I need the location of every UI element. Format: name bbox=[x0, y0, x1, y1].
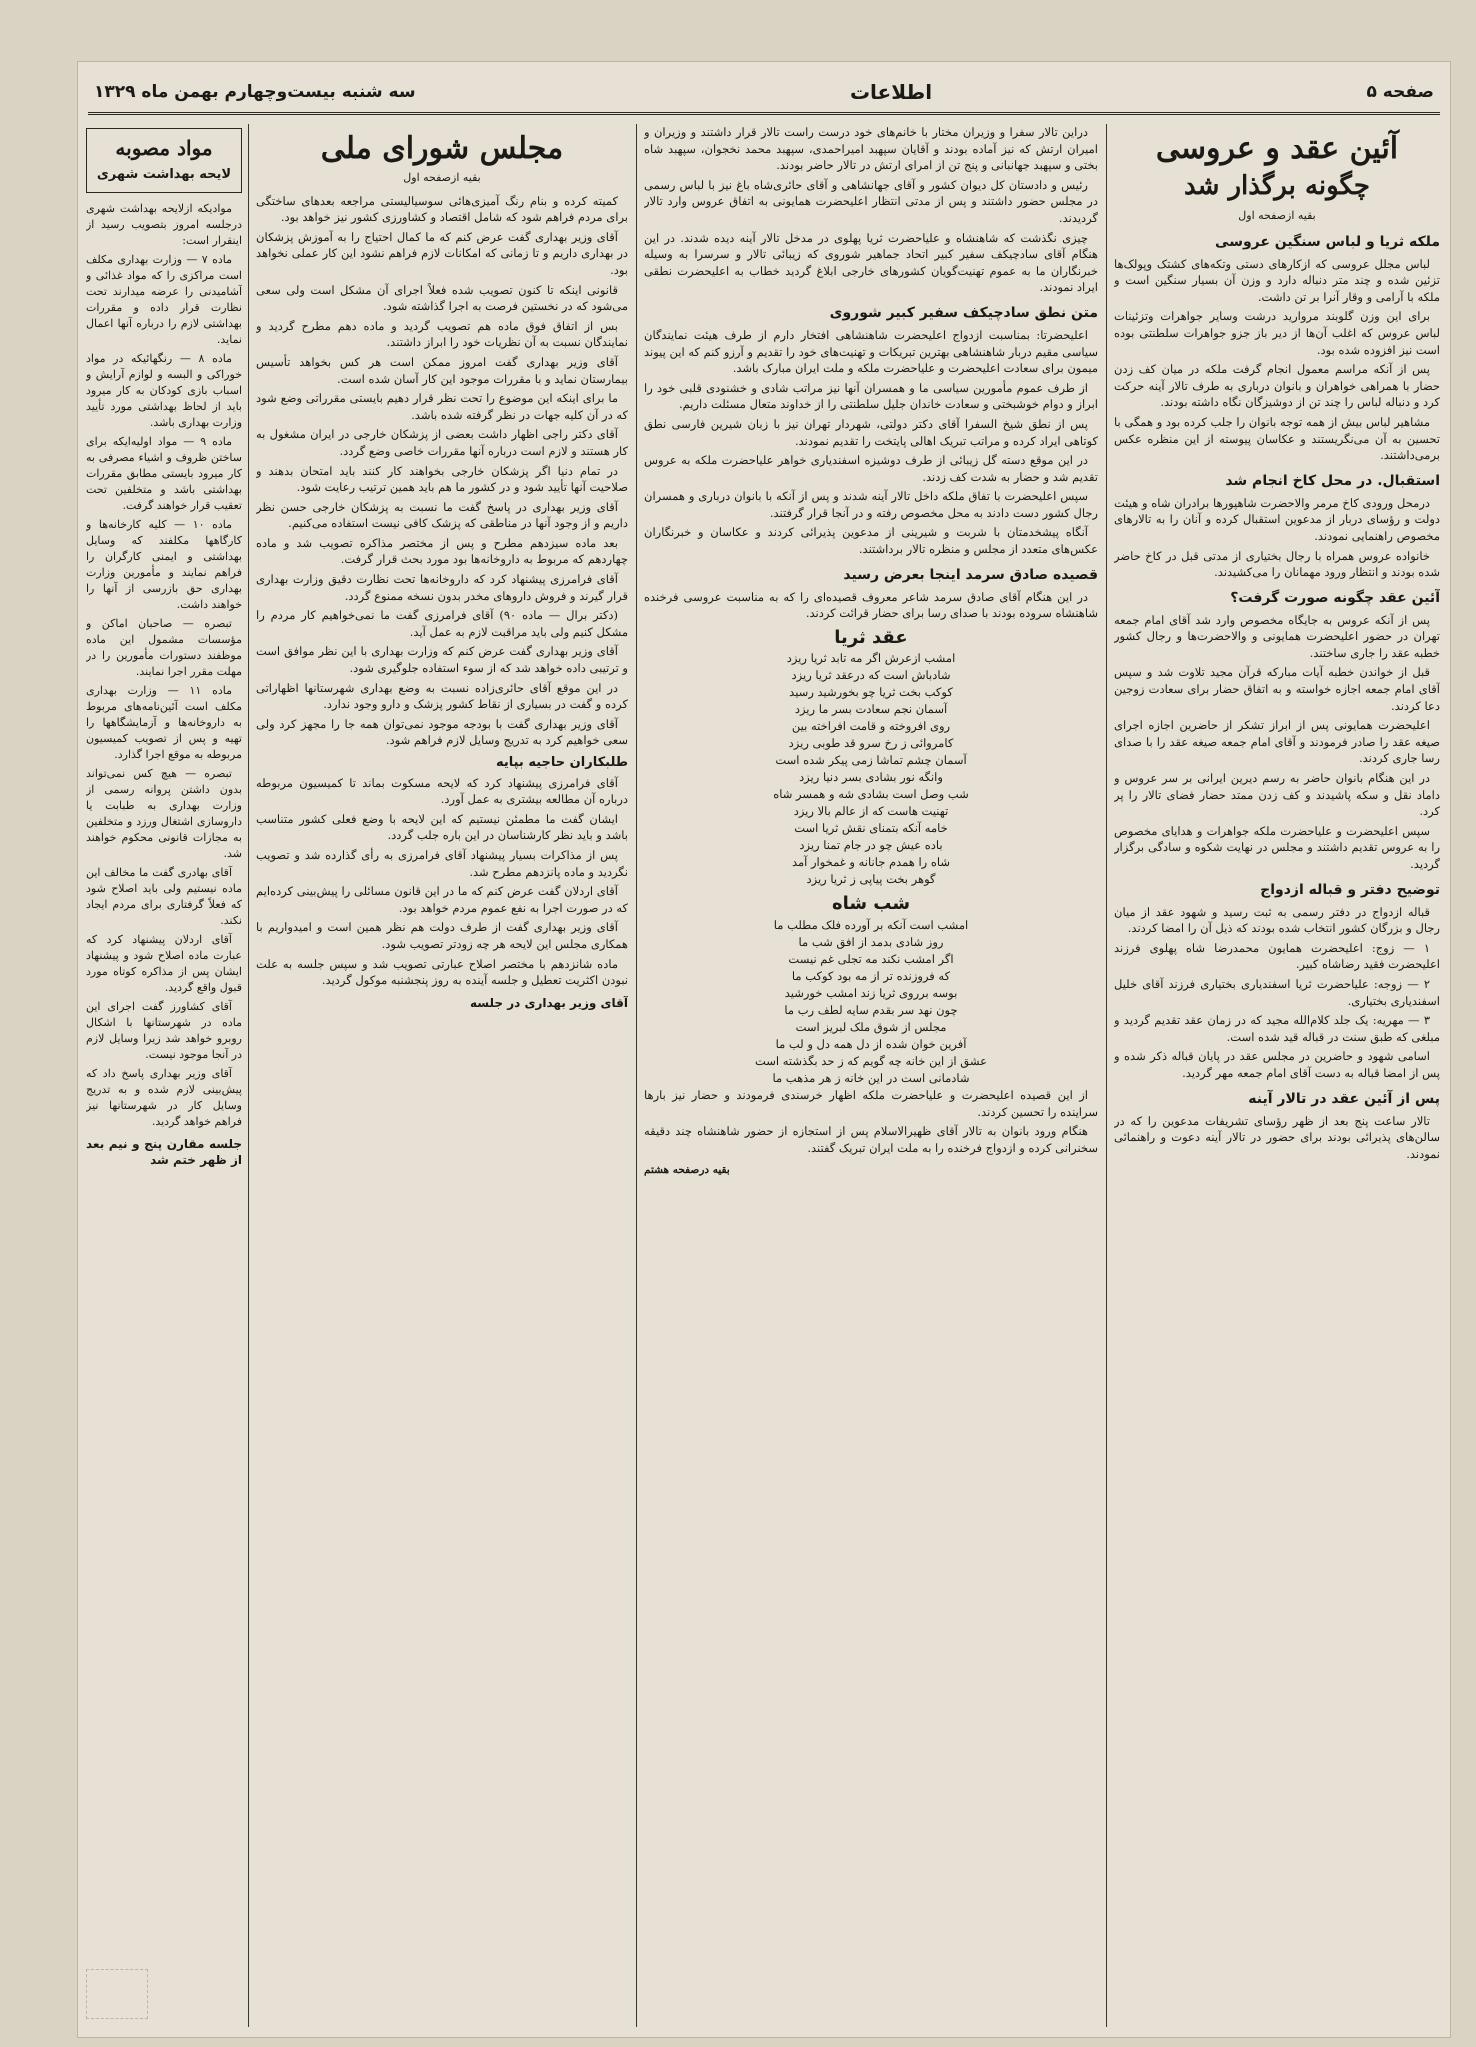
continued-on: بقیه درصفحه هشتم bbox=[644, 1164, 730, 1177]
paragraph: آقای دکتر راجی اظهار داشت بعضی از پزشکان خارجی در ایران مشغول به کار هستند و لازم است درباره آنها مقررات خاصی وضع گردد. bbox=[256, 427, 628, 458]
poem bbox=[644, 650, 1098, 888]
poem-line: امشب ازعرش اگر مه تابد ثریا ریزد bbox=[786, 651, 956, 666]
page-number: صفحه ۵ bbox=[1366, 82, 1434, 102]
poem-line: کامروائی ز رخ سرو قد طوبی ریزد bbox=[788, 736, 954, 751]
paragraph: آقای کشاورز گفت اجرای این ماده در شهرستانها با اشکال روبرو خواهد شد زیرا وسایل لازم در آنجا موجود نیست. bbox=[86, 1000, 242, 1061]
paragraph: ماده ۷ — وزارت بهداری مکلف است مراکزی را که مواد غذائی و آشامیدنی را عرضه میدارند تحت نظارت قرار داده و مقررات بهداشتی لازم را درباره آنها اعمال نماید. bbox=[86, 253, 242, 346]
poem-line: عشق از این خانه چه گویم که ز حد بگذشته است bbox=[754, 1054, 987, 1069]
newspaper-page bbox=[78, 62, 1450, 2037]
poem-title: عقد ثریا bbox=[834, 626, 908, 648]
poem-line: شادمانی است در این خانه ز هر مذهب ما bbox=[772, 1071, 970, 1086]
approved-headline: مواد مصوبه bbox=[115, 136, 213, 160]
poem-line: آسمان چشم تماشا زمی پیکر شده است bbox=[775, 753, 967, 768]
paragraph: اعلیحضرتا: بمناسبت ازدواج اعلیحضرت شاهنشاهی افتخار دارم از طرف هیئت نمایندگان سیاسی مقیم دربار شاهنشاهی بهترین تبریکات و تهنیت‌های خود را تقدیم و آرزو کنم که این پیوند میمون برای سعادت اعلیحضرت و علیاحضرت ملکه و ملت ایران مبارک باشد. bbox=[644, 327, 1098, 376]
poem-line: خامه آنکه بتمنای نقش ثریا است bbox=[794, 821, 948, 836]
page-header bbox=[88, 72, 1440, 115]
paragraph: بعد ماده سیزدهم مطرح و پس از مختصر مذاکره تصویب شد و ماده چهاردهم که مربوط به داروخانه‌ها بود مورد بحث قرار گرفت. bbox=[256, 535, 628, 567]
paragraph: پس از مذاکرات بسیار پیشنهاد آقای فرامرزی به رأی گذارده شد و تصویب نگردید و ماده پانزدهم مطرح شد. bbox=[256, 847, 628, 879]
paragraph: ماده شانزدهم با مختصر اصلاح عبارتی تصویب شد و سپس جلسه به علت نبودن اکثریت تعطیل و جلسه آینده به روز پنجشنبه موکول گردید. bbox=[256, 956, 628, 988]
paragraph: ۳ — مهریه: یک جلد کلام‌الله مجید که در زمان عقد تقدیم گردید و مبلغی که طبق سنت در قباله قید شده است. bbox=[1114, 1013, 1440, 1044]
section-heading: آئین عقد چگونه صورت گرفت؟ bbox=[1230, 589, 1440, 606]
reception-article bbox=[644, 124, 1098, 2027]
paragraph: موادیکه ازلایحه بهداشت شهری درجلسه امروز بتصویب رسید از اینقرار است: bbox=[86, 202, 242, 247]
paragraph: در این هنگام بانوان حاضر به رسم دیرین ایرانی بر سر عروس و داماد نقل و سکه پاشیدند و کف زدن ممتد حضار فضای تالار را پر کرد. bbox=[1114, 771, 1440, 819]
paragraph: برای این وزن گلوبند مروارید درشت وسایر جواهرات وتزئینات لباس عروس که اغلب آن‌ها از دیر باز جزو جواهرات سلطنتی بوده است نیز افزوده شده بود. bbox=[1114, 309, 1440, 357]
paragraph: آقای وزیر بهداری پاسخ داد که پیش‌بینی لازم شده و به تدریج وسایل کار در شهرستانها نیز فراهم خواهد گردید. bbox=[86, 1067, 242, 1128]
section-heading: قصیده صادق سرمد اینجا بعرض رسید bbox=[843, 566, 1098, 583]
poem bbox=[644, 917, 1098, 1087]
majlis-article bbox=[256, 124, 628, 2027]
paragraph: آنگاه پیشخدمتان با شربت و شیرینی از مدعوین پذیرائی کردند و عکاسان و خبرنگاران عکس‌های متعدد از مجلس و منظره تالار برداشتند. bbox=[644, 525, 1098, 557]
paragraph: در این موقع آقای حائری‌زاده نسبت به وضع بهداری شهرستانها اظهاراتی کرده و گفت در بسیاری از نقاط کشور پزشک و دارو وجود ندارد. bbox=[256, 680, 628, 712]
headline-box bbox=[86, 128, 242, 193]
column-rule bbox=[1106, 124, 1107, 2027]
poem-line: امشب است آنکه بر آورده فلک مطلب ما bbox=[773, 918, 969, 933]
paragraph: آقای اردلان پیشنهاد کرد که عبارت ماده اصلاح شود و پیشنهاد ایشان پس از مذاکره کوتاه مورد قبول واقع گردید. bbox=[86, 933, 242, 994]
paragraph: رئیس و دادستان کل دیوان کشور و آقای جهانشاهی و آقای حائری‌شاه باغ نیز با لباس رسمی در مجلس حضور داشتند و پس از مدتی انتظار اعلیحضرت همایونی به اتفاق عروس وارد تالار گردیدند. bbox=[644, 177, 1098, 225]
paragraph: در این موقع دسته گل زیبائی از طرف دوشیزه اسفندیاری خواهر علیاحضرت ملکه به عروس تقدیم شد و حضار به شدت کف زدند. bbox=[644, 453, 1098, 484]
poem-line: شاه را همدم جانانه و غمخوار آمد bbox=[791, 855, 951, 870]
paragraph: از طرف عموم مأمورین سیاسی ما و همسران آنها نیز مراتب شادی و خشنودی قلبی خود را ابراز و دوام خوشبختی و سعادت خاندان جلیل سلطنتی را از خداوند متعال مسئلت داریم. bbox=[644, 380, 1098, 412]
paragraph: پس از آنکه عروس به جایگاه مخصوص وارد شد آقای امام جمعه تهران در حضور اعلیحضرت همایونی و والاحضرت‌ها و رجال کشور خطبه عقد را جاری ساختند. bbox=[1114, 612, 1440, 660]
paragraph: ۲ — زوجه: علیاحضرت ثریا اسفندیاری بختیاری فرزند آقای خلیل اسفندیاری بختیاری. bbox=[1114, 976, 1440, 1008]
paragraph: پس از آنکه مراسم معمول انجام گرفت ملکه در میان کف زدن حضار با همراهی خواهران و بانوان درباری به طرف تالار آینه حرکت کرد و دنباله لباس را چند تن از دوشیزگان نگاه داشته بودند. bbox=[1114, 362, 1440, 410]
column-tail: آقای وزیر بهداری در جلسه bbox=[469, 995, 628, 1010]
paragraph: پس از نطق شیخ السفرا آقای دکتر دولتی، شهردار تهران نیز با زبان شیرین فارسی نطق کوتاهی ایراد کرده و مراتب تبریک اهالی پایتخت را تقدیم نمودند. bbox=[644, 416, 1098, 448]
poem-line: چون نهد سر بقدم سایه لطف رب ما bbox=[784, 1003, 958, 1018]
paragraph: در تمام دنیا اگر پزشکان خارجی بخواهند کار کنند باید امتحان بدهند و صلاحیت آنها تأیید شود و در کشور ما هم باید همین ترتیب رعایت شود. bbox=[256, 463, 628, 495]
poem-line: شادباش است که درعقد ثریا ریزد bbox=[791, 668, 951, 683]
column-rule bbox=[636, 124, 637, 2027]
paragraph: ماده ۱۰ — کلیه کارخانه‌ها و کارگاهها مکلفند که وسایل بهداشتی و ایمنی کارگران را فراهم نمایند و مأمورین وزارت بهداری حق بازرسی از آنها را خواهند داشت. bbox=[86, 518, 242, 611]
section-heading: پس از آئین عقد در تالار آینه bbox=[1248, 1090, 1440, 1107]
paragraph: قبل از خواندن خطبه آیات مبارکه قرآن مجید تلاوت شد و سپس آقای امام جمعه اجازه خواسته و به اتفاق حضار برای سعادت زوجین دعا کردند. bbox=[1114, 665, 1440, 713]
paragraph: (دکتر برال — ماده ۹۰) آقای فرامرزی گفت ما نمی‌خواهیم کار مردم را مشکل کنیم ولی باید مراقبت لازم به عمل آید. bbox=[256, 608, 628, 639]
continued-from: بقیه ازصفحه اول bbox=[1238, 209, 1316, 222]
paragraph: بس از اتفاق فوق ماده هم تصویب گردید و ماده دهم مطرح گردید و نمایندگان نسبت به آن نظریات خود را ابراز داشتند. bbox=[256, 318, 628, 350]
section-heading: ملکه ثریا و لباس سنگین عروسی bbox=[1215, 233, 1440, 250]
poem-line: آفرین خوان شده از دل همه دل و لب ما bbox=[775, 1037, 967, 1052]
paragraph: سپس اعلیحضرت و علیاحضرت ملکه جواهرات و هدایای مخصوص را به عروس تقدیم داشتند و مجلس در نهایت شکوه و سادگی برگزار گردید. bbox=[1114, 823, 1440, 871]
paragraph: آقای بهادری گفت ما مخالف این ماده نیستیم ولی باید اصلاح شود که فعلاً گرفتاری برای مردم ایجاد نکند. bbox=[86, 866, 242, 927]
paragraph: آقای اردلان گفت عرض کنم که ما در این قانون مسائلی را پیش‌بینی کرده‌ایم که در صورت اجرا به نفع عموم مردم خواهد بود. bbox=[256, 884, 628, 915]
paragraph: هنگام ورود بانوان به تالار آقای ظهیرالاسلام پس از استجازه از حضور شاهنشاه چند دقیقه سخنرانی کرده و ازدواج فرخنده را به ملت ایران تبریک گفتند. bbox=[644, 1124, 1098, 1155]
paragraph: آقای وزیر بهداری در پاسخ گفت ما نسبت به پزشکان خارجی حسن نظر داریم و از وجود آنها در مناطقی که پزشک کافی نیست استفاده می‌کنیم. bbox=[256, 499, 628, 531]
paragraph: تبصره — صاحبان اماکن و مؤسسات مشمول این ماده موظفند دستورات مأمورین را در مهلت مقرر اجرا نمایند. bbox=[86, 617, 242, 678]
wedding-subheadline: چگونه برگذار شد bbox=[1184, 171, 1370, 201]
paragraph: ۱ — زوج: اعلیحضرت همایون محمدرضا شاه پهلوی فرزند اعلیحضرت فقید رضاشاه کبیر. bbox=[1114, 940, 1440, 972]
poem-line: گوهر بخت پیاپی ز ثریا ریزد bbox=[806, 872, 936, 887]
poem-line: روز شادی بدمد از افق شب ما bbox=[798, 935, 944, 950]
paragraph: آقای وزیر بهداری گفت عرض کنم که ما کمال احتیاج را به آموزش پزشکان در بهداری داریم و تا زمانی که امکانات لازم فراهم نشود این کار عملی نخواهد بود. bbox=[256, 229, 628, 277]
approved-articles bbox=[86, 124, 242, 2027]
paragraph: کمیته کرده و بنام رنگ آمیزی‌هائی سوسیالیستی مراجعه بعدهای ساختگی برای مردم فراهم شود که شامل اقتصاد و کشاورزی کشور نیز خواهد بود. bbox=[256, 193, 628, 225]
paragraph: ماده ۸ — رنگهائیکه در مواد خوراکی و البسه و لوازم آرایش و اسباب بازی کودکان به کار میرود باید از لحاظ بهداشتی مورد تأیید وزارت بهداری باشد. bbox=[86, 352, 242, 429]
poem-line: باده عیش چو در جام تمنا ریزد bbox=[799, 838, 943, 853]
paragraph: آقای وزیر بهداری گفت با بودجه موجود نمی‌توان همه جا را مجهز کرد ولی سعی خواهیم کرد به تدریج وسایل لازم فراهم شود. bbox=[256, 716, 628, 748]
majlis-headline: مجلس شورای ملی bbox=[320, 131, 564, 166]
paragraph: دراین تالار سفرا و وزیران مختار با خانم‌های خود درست راست تالار قرار داشتند و وزیران و امیران ارتش که نیز آماده بودند و آقایان سپهبد امیراحمدی، سپهبد محمد نخجوان، سپهبد شاه بختی و سپهبد جهانبانی و پنج تن از امرای ارتش در تالار حاضر بودند. bbox=[644, 125, 1098, 173]
poem-line: که فروزنده تر از مه بود کوکب ما bbox=[791, 969, 951, 984]
paragraph: در این هنگام آقای صادق سرمد شاعر معروف قصیده‌ای را که به مناسبت عروسی فرخنده شاهنشاه سروده بودند با صدای رسا برای حضار قرائت کردند. bbox=[644, 589, 1098, 621]
issue-date: سه شنبه بیست‌وچهارم بهمن ماه ۱۳۲۹ bbox=[94, 82, 416, 102]
paragraph: تالار ساعت پنج بعد از ظهر رؤسای تشریفات مدعوین را که در سالن‌های پذیرائی بودند برای حضور در تالار آینه دعوت و راهنمائی نمودند. bbox=[1114, 1113, 1440, 1161]
poem-line: بوسه برروی ثریا زند امشب خورشید bbox=[784, 986, 958, 1001]
paragraph: لباس مجلل عروسی که ازکارهای دستی وتکه‌های کشتک وپولک‌ها تزئین شده و چند متر دنباله دارد و وزن آن بسیار سنگین است و ملکه با آرامی و وقار آنرا بر تن داشت. bbox=[1114, 256, 1440, 304]
paragraph: آقای فرامرزی پیشنهاد کرد که لایحه مسکوت بماند تا کمیسیون مربوطه درباره آن مطالعه بیشتری به عمل آورد. bbox=[256, 775, 628, 807]
paragraph: قانونی اینکه تا کنون تصویب شده فعلاً اجرای آن مشکل است ولی سعی می‌شود که در نخستین فرصت به اجرا گذاشته شود. bbox=[256, 282, 628, 314]
newspaper-name: اطلاعات bbox=[849, 80, 933, 104]
section-heading: استقبال. در محل کاخ انجام شد bbox=[1225, 472, 1440, 489]
poem-line: کوکب بخت ثریا چو بخورشید رسید bbox=[789, 685, 953, 700]
paragraph: ماده ۹ — مواد اولیه‌ایکه برای ساختن ظروف و اشیاء مصرفی به کار میرود بایستی مطابق مقررات بهداشتی باشد و متخلفین تحت تعقیب قرار خواهند گرفت. bbox=[86, 435, 242, 512]
poem-line: شب وصل است بشادی شه و همسر شاه bbox=[773, 787, 969, 802]
poem-line: آسمان نجم سعادت بسر ما ریزد bbox=[794, 702, 948, 717]
paragraph: چیزی نگذشت که شاهنشاه و علیاحضرت ثریا پهلوی در مدخل تالار آینه دیده شدند. در این هنگام آقای سادچیکف سفیر کبیر اتحاد جماهیر شوروی که زیبائی تالار و سرسرا به وسیله خبرنگاران ما به عموم تهنیت‌گویان کشورهای خارجی ابلاغ گردید خطاب به اعلیحضرت نطقی ایراد نمودند. bbox=[644, 230, 1098, 295]
paragraph: درمحل ورودی کاخ مرمر والاحضرت شاهپور‌ها برادران شاه و هیئت دولت و رؤسای دربار از مدعوین استقبال کرده و آنان را به تالارهای مخصوص راهنمایی نمودند. bbox=[1114, 495, 1440, 543]
continued-from: بقیه ازصفحه اول bbox=[403, 171, 481, 184]
wedding-headline: آئین عقد و عروسی bbox=[1155, 131, 1399, 166]
section-heading: توضیح دفتر و قباله ازدواج bbox=[1260, 881, 1440, 898]
section-heading: طلبکاران حاجیه بپایه bbox=[495, 755, 628, 770]
paragraph: ما برای اینکه این موضوع را تحت نظر قرار دهیم بایستی مقرراتی وضع شود که در آن کلیه جهات در نظر گرفته شده باشد. bbox=[256, 391, 628, 422]
poem-line: تهنیت هاست که از عالم بالا ریزد bbox=[793, 804, 949, 819]
paragraph: ایشان گفت ما مطمئن نیستیم که این لایحه با وضع فعلی کشور متناسب باشد و باید نظر کارشناسان در این باره جلب گردد. bbox=[256, 811, 628, 843]
paragraph: از این قصیده اعلیحضرت و علیاحضرت ملکه اظهار خرسندی فرمودند و حضار نیز بارها سراینده را تحسین کردند. bbox=[644, 1088, 1098, 1119]
poem-title: شب شاه bbox=[831, 893, 911, 915]
poem-line: مجلس از شوق ملک لبریز است bbox=[795, 1020, 947, 1035]
column-tail: جلسه مقارن پنج و نیم بعد از ظهر ختم شد bbox=[86, 1137, 242, 1167]
section-heading: متن نطق سادچیکف سفیر کبیر شوروی bbox=[829, 304, 1098, 321]
poem-line: وانگه نور بشادی بسر دنیا ریزد bbox=[799, 770, 943, 785]
paragraph: تبصره — هیچ کس نمی‌تواند بدون داشتن پروانه رسمی از وزارت بهداری به طبابت یا داروسازی اشتغال ورزد و متخلفین به مجازات قانونی محکوم خواهند شد. bbox=[86, 767, 242, 860]
poem-line: روی افروخته و قامت افراخته بین bbox=[791, 719, 951, 734]
poem-line: اگر امشب نکند مه تجلی غم نیست bbox=[788, 952, 954, 967]
wedding-article bbox=[1114, 124, 1440, 2027]
archive-stamp bbox=[86, 1969, 148, 2019]
approved-subhead: لایحه بهداشت شهری bbox=[96, 167, 232, 182]
paragraph: ماده ۱۱ — وزارت بهداری مکلف است آئین‌نامه‌های مربوط به داروخانه‌ها و آزمایشگاهها را تهیه و پس از تصویب کمیسیون مربوطه به موقع اجرا گذارد. bbox=[86, 684, 242, 761]
paragraph: آقای وزیر بهداری گفت از طرف دولت هم نظر همین است و امیدواریم با همکاری مجلس این لایحه هر چه زودتر تصویب شود. bbox=[256, 920, 628, 951]
column-rule bbox=[248, 124, 249, 2027]
paragraph: آقای وزیر بهداری گفت امروز ممکن است هر کس بخواهد تأسیس بیمارستان نماید و با مقررات موجود این کار آسان شده است. bbox=[256, 354, 628, 386]
paragraph: قباله ازدواج در دفتر رسمی به ثبت رسید و شهود عقد از میان رجال و بزرگان کشور انتخاب شده بودند که ذیل آن را امضا کردند. bbox=[1114, 904, 1440, 936]
paragraph: سپس اعلیحضرت با تفاق ملکه داخل تالار آینه شدند و پس از آنکه با بانوان درباری و همسران رجال کشور دست دادند به محل مخصوص رفته و در آنجا قرار گرفتند. bbox=[644, 489, 1098, 520]
paragraph: آقای وزیر بهداری گفت عرض کنم که وزارت بهداری با این نظر موافق است و ترتیبی داده خواهد شد که از سوء استفاده جلوگیری شود. bbox=[256, 644, 628, 676]
paragraph: مشاهیر لباس بیش از همه توجه بانوان را جلب کرده بود و همگی با تحسین به آن می‌نگریستند و عکاسان پیوسته از این منظره عکس برمی‌داشتند. bbox=[1114, 414, 1440, 463]
paragraph: اعلیحضرت همایونی پس از ابراز تشکر از حاضرین اجازه اجرای صیغه عقد را صادر فرمودند و آقای امام جمعه صیغه عقد را با صدای رسا جاری کردند. bbox=[1114, 718, 1440, 766]
paragraph: خانواده عروس همراه با رجال بختیاری از مدتی قبل در کاخ حاضر شده بودند و انتظار ورود مهمانان را می‌کشیدند. bbox=[1114, 548, 1440, 580]
paragraph: اسامی شهود و حاضرین در مجلس عقد در پایان قباله ذکر شده و پس از امضا قباله به دست آقای امام جمعه مهر گردید. bbox=[1114, 1049, 1440, 1080]
paragraph: آقای فرامرزی پیشنهاد کرد که داروخانه‌ها تحت نظارت دقیق وزارت بهداری قرار گیرند و فروش داروهای مخدر بدون نسخه ممنوع گردد. bbox=[256, 572, 628, 603]
